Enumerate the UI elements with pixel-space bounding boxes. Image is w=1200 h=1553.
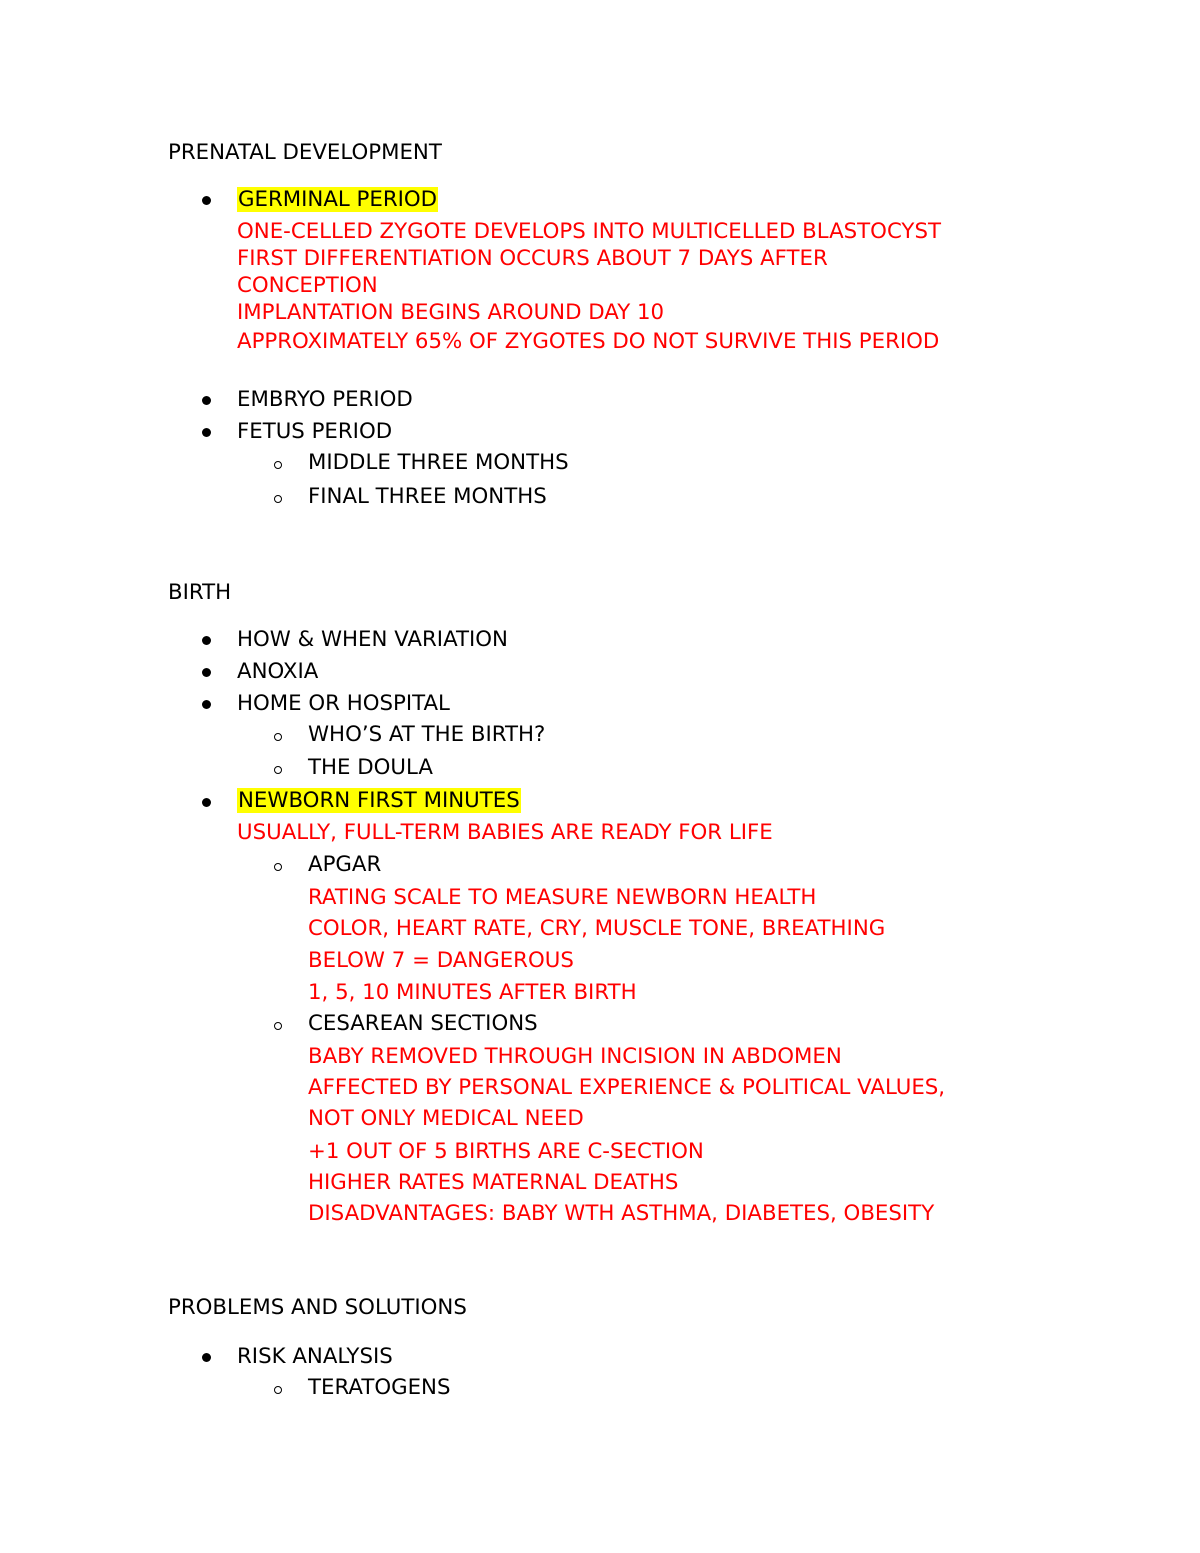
bullet-icon bbox=[202, 798, 211, 807]
note-line: +1 OUT OF 5 BIRTHS ARE C-SECTION bbox=[308, 1139, 704, 1164]
sub-item-teratogens: TERATOGENS bbox=[308, 1375, 451, 1400]
bullet-icon bbox=[202, 196, 211, 205]
sub-item-whos-at-birth: WHO’S AT THE BIRTH? bbox=[308, 722, 546, 747]
section-heading-prenatal: PRENATAL DEVELOPMENT bbox=[168, 140, 442, 165]
note-line: USUALLY, FULL-TERM BABIES ARE READY FOR LIFE bbox=[237, 820, 773, 845]
sub-item-apgar: APGAR bbox=[308, 852, 382, 877]
list-item-fetus-period: FETUS PERIOD bbox=[237, 419, 393, 444]
note-line: CONCEPTION bbox=[237, 273, 378, 298]
circle-bullet-icon bbox=[274, 461, 282, 469]
circle-bullet-icon bbox=[274, 863, 282, 871]
note-line: HIGHER RATES MATERNAL DEATHS bbox=[308, 1170, 679, 1195]
note-line: RATING SCALE TO MEASURE NEWBORN HEALTH bbox=[308, 885, 817, 910]
circle-bullet-icon bbox=[274, 1022, 282, 1030]
note-line: APPROXIMATELY 65% OF ZYGOTES DO NOT SURVIVE THIS PERIOD bbox=[237, 329, 940, 354]
bullet-icon bbox=[202, 1353, 211, 1362]
bullet-icon bbox=[202, 636, 211, 645]
circle-bullet-icon bbox=[274, 1386, 282, 1394]
circle-bullet-icon bbox=[274, 495, 282, 503]
sub-item-final-three-months: FINAL THREE MONTHS bbox=[308, 484, 547, 509]
note-line: FIRST DIFFERENTIATION OCCURS ABOUT 7 DAYS AFTER bbox=[237, 246, 828, 271]
section-heading-problems: PROBLEMS AND SOLUTIONS bbox=[168, 1295, 467, 1320]
list-item-germinal-period bbox=[237, 186, 438, 214]
sub-item-middle-three-months: MIDDLE THREE MONTHS bbox=[308, 450, 569, 475]
bullet-icon bbox=[202, 700, 211, 709]
bullet-icon bbox=[202, 668, 211, 677]
sub-item-cesarean: CESAREAN SECTIONS bbox=[308, 1011, 538, 1036]
list-item-home-or-hospital: HOME OR HOSPITAL bbox=[237, 691, 450, 716]
list-item-embryo-period: EMBRYO PERIOD bbox=[237, 387, 413, 412]
bullet-icon bbox=[202, 428, 211, 437]
list-item-risk-analysis: RISK ANALYSIS bbox=[237, 1344, 393, 1369]
circle-bullet-icon bbox=[274, 766, 282, 774]
note-line: DISADVANTAGES: BABY WTH ASTHMA, DIABETES, OBESITY bbox=[308, 1201, 935, 1226]
highlighted-text: NEWBORN FIRST MINUTES bbox=[238, 788, 520, 813]
note-line: BELOW 7 = DANGEROUS bbox=[308, 948, 574, 973]
list-item-how-when: HOW & WHEN VARIATION bbox=[237, 627, 508, 652]
note-line: IMPLANTATION BEGINS AROUND DAY 10 bbox=[237, 300, 665, 325]
section-heading-birth: BIRTH bbox=[168, 580, 232, 605]
note-line: NOT ONLY MEDICAL NEED bbox=[308, 1106, 584, 1131]
highlighted-text: GERMINAL PERIOD bbox=[238, 187, 438, 212]
circle-bullet-icon bbox=[274, 733, 282, 741]
sub-item-doula: THE DOULA bbox=[308, 755, 433, 780]
list-item-newborn-first-minutes bbox=[237, 787, 521, 815]
note-line: ONE-CELLED ZYGOTE DEVELOPS INTO MULTICELLED BLASTOCYST bbox=[237, 219, 941, 244]
note-line: AFFECTED BY PERSONAL EXPERIENCE & POLITICAL VALUES, bbox=[308, 1075, 946, 1100]
note-line: BABY REMOVED THROUGH INCISION IN ABDOMEN bbox=[308, 1044, 842, 1069]
bullet-icon bbox=[202, 396, 211, 405]
note-line: 1, 5, 10 MINUTES AFTER BIRTH bbox=[308, 980, 637, 1005]
note-line: COLOR, HEART RATE, CRY, MUSCLE TONE, BREATHING bbox=[308, 916, 886, 941]
list-item-anoxia: ANOXIA bbox=[237, 659, 319, 684]
